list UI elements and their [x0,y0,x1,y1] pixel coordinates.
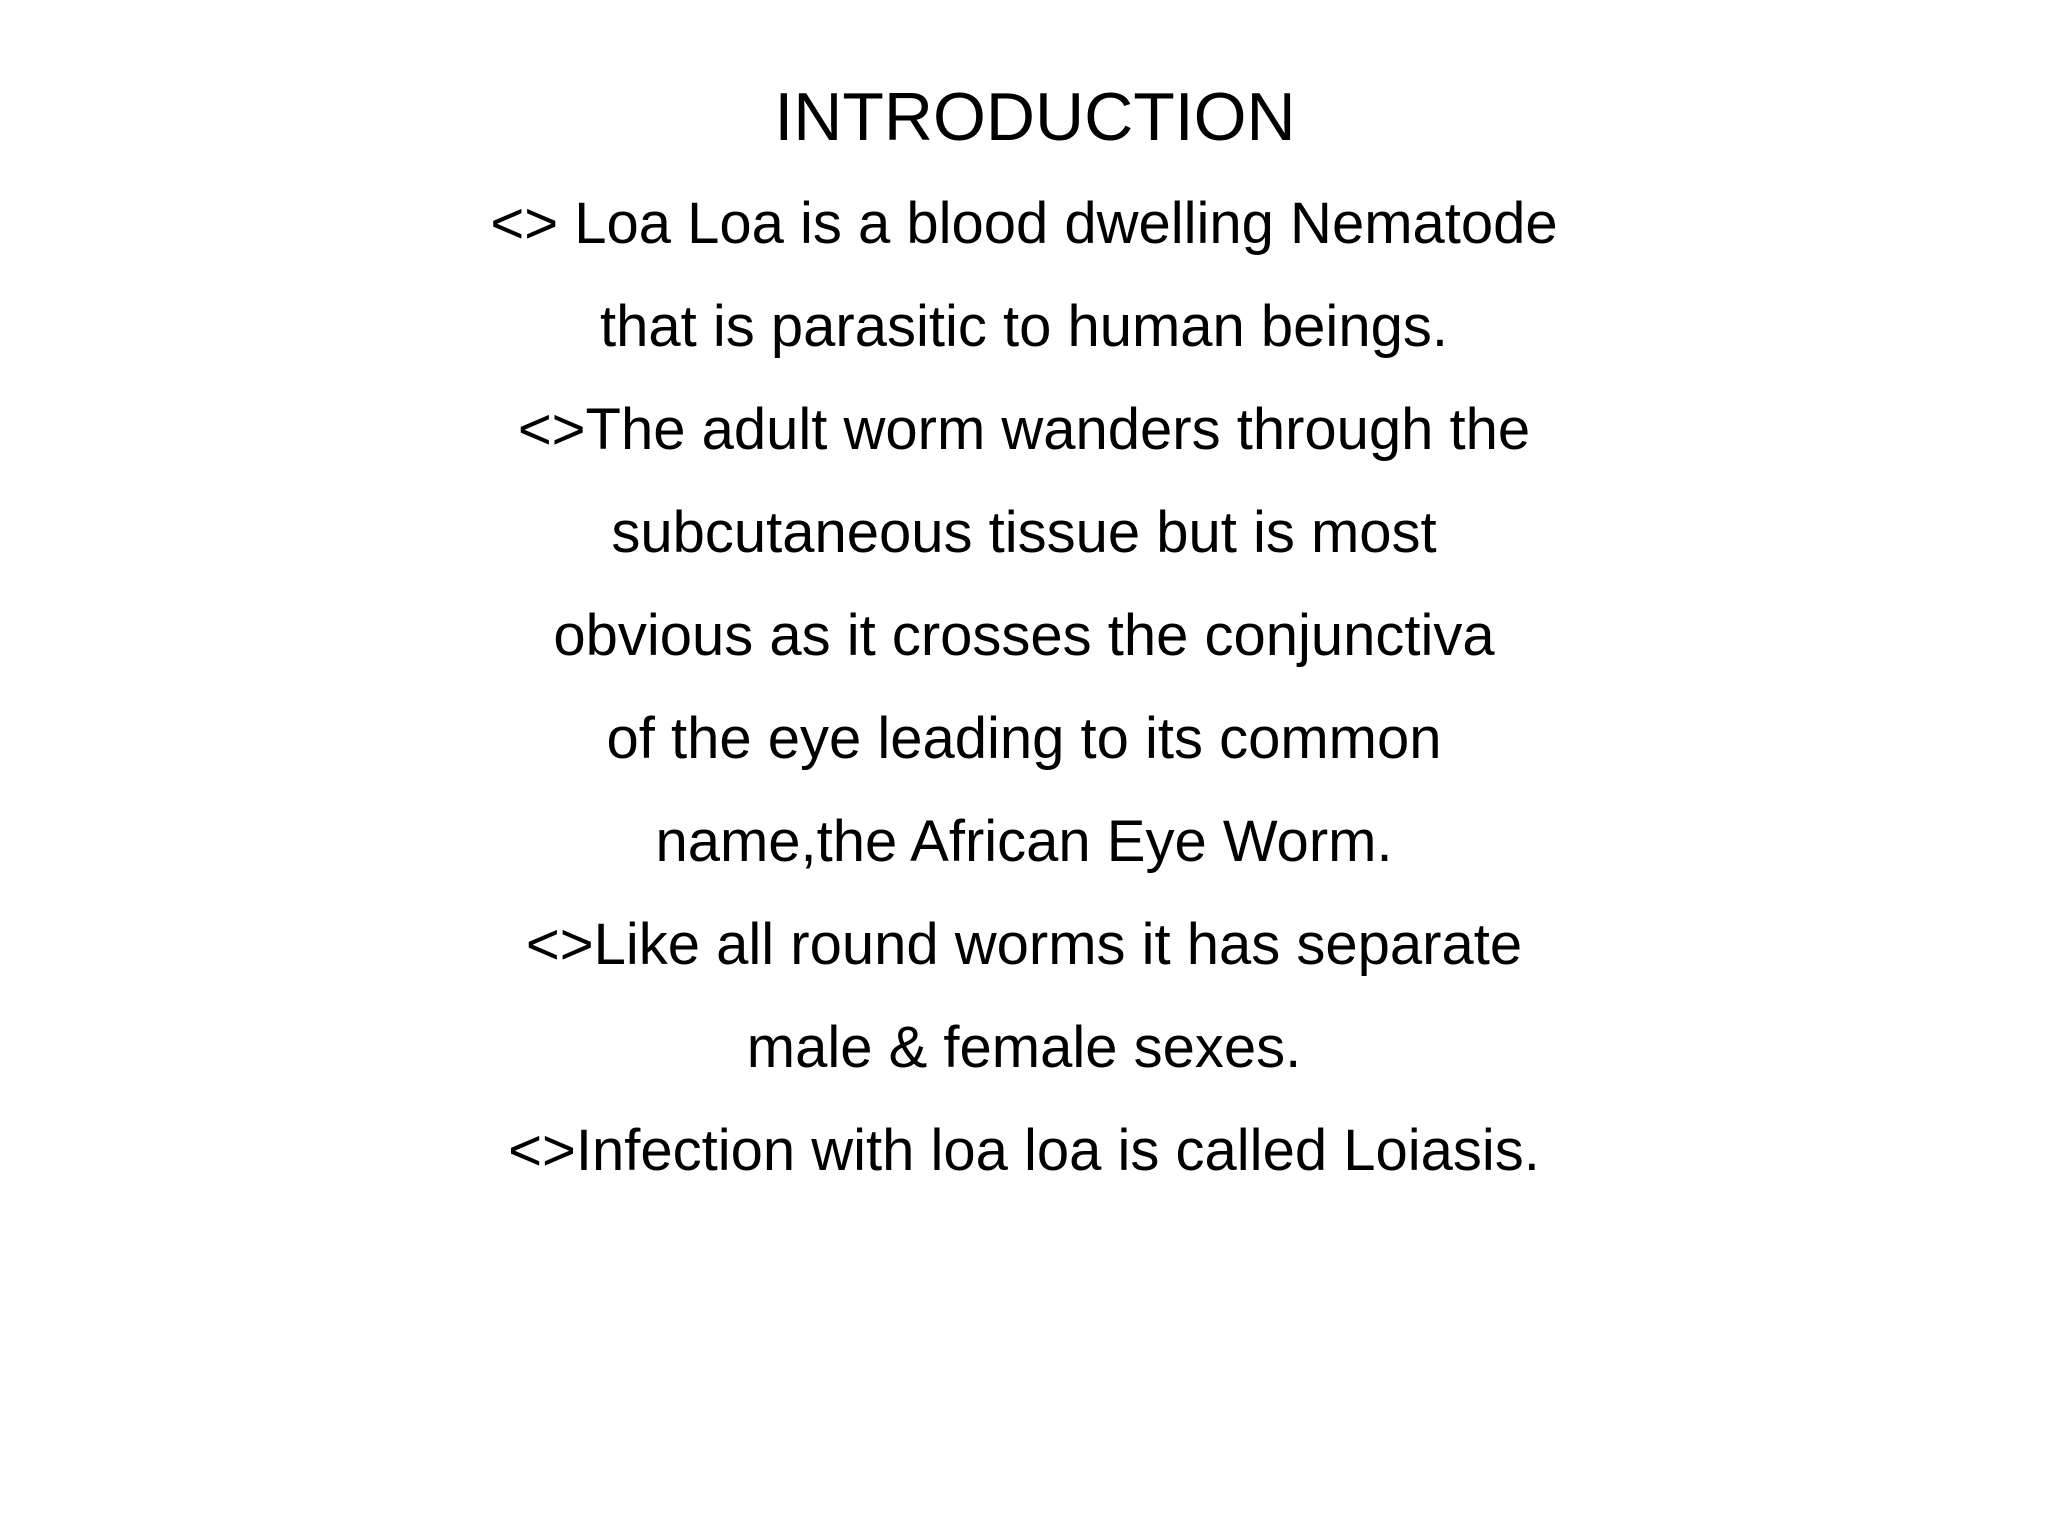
body-line: subcutaneous tissue but is most [611,500,1437,565]
body-line: obvious as it crosses the conjunctiva [553,603,1495,668]
slide-body [0,188,2048,1218]
body-line: name,the African Eye Worm. [655,809,1393,874]
body-line: that is parasitic to human beings. [600,294,1448,359]
body-line: <>Infection with loa loa is called Loiasis. [508,1118,1540,1183]
body-line: <> Loa Loa is a blood dwelling Nematode [490,191,1558,256]
body-line: <>Like all round worms it has separate [525,912,1523,977]
body-line: male & female sexes. [746,1015,1302,1080]
body-line: <>The adult worm wanders through the [517,397,1531,462]
slide-title: INTRODUCTION [774,79,1296,155]
body-line: of the eye leading to its common [606,706,1442,771]
